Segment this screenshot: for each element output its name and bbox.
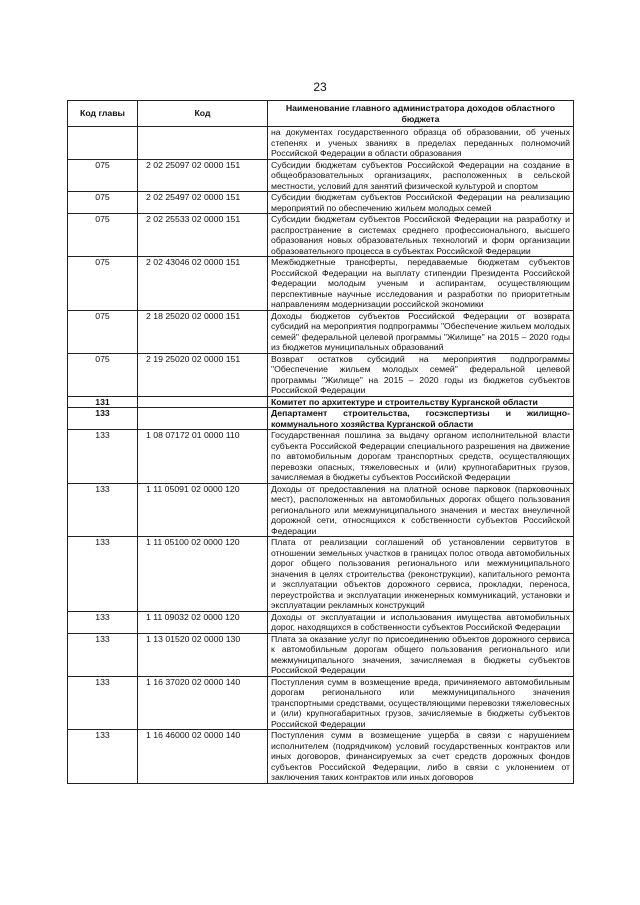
name-cell: Возврат остатков субсидий на мероприятия подпрограммы "Обеспечение жильем молодых семей" федеральной целевой программы "Жилище" на 2015 – 2020 годы из бюджетов субъектов Российской Федерации — [268, 353, 574, 396]
table-row — [68, 159, 574, 192]
code-cell: 1 16 46000 02 0000 140 — [138, 730, 268, 784]
table-row — [68, 611, 574, 633]
table-header-row — [68, 101, 574, 127]
table-row — [68, 633, 574, 676]
name-cell: Плата за оказание услуг по присоединению объектов дорожного сервиса к автомобильным дорогам общего пользования регионального или межмуниципального значения, зачисляемая в бюджеты субъектов Российской Федерации — [268, 633, 574, 676]
code-cell: 1 11 09032 02 0000 120 — [138, 611, 268, 633]
code-cell — [138, 396, 268, 408]
chapter-cell: 075 — [68, 214, 138, 257]
name-cell: Доходы от предоставления на платной основе парковок (парковочных мест), расположенных на автомобильных дорогах общего пользования регионального или межмуниципального значения и местах внеуличной дорожной сети, относящихся к собственности субъектов Российской Федерации — [268, 483, 574, 537]
code-cell: 1 08 07172 01 0000 110 — [138, 430, 268, 484]
revenue-administrators-table — [67, 100, 574, 784]
code-cell: 2 02 25497 02 0000 151 — [138, 192, 268, 214]
table-row — [68, 127, 574, 160]
chapter-cell: 075 — [68, 310, 138, 353]
code-cell: 1 11 05100 02 0000 120 — [138, 537, 268, 612]
table-row — [68, 353, 574, 396]
code-cell: 1 16 37020 02 0000 140 — [138, 676, 268, 730]
section-row — [68, 408, 574, 430]
code-cell: 2 02 25097 02 0000 151 — [138, 159, 268, 192]
name-cell: Поступления сумм в возмещение ущерба в связи с нарушением исполнителем (подрядчиком) условий государственных контрактов или иных договоров, финансируемых за счет средств дорожных фондов субъектов Российской Федерации, либо в связи с уклонением от заключения таких контрактов или иных договоров — [268, 730, 574, 784]
table-body — [68, 127, 574, 784]
chapter-cell — [68, 127, 138, 160]
name-cell: Департамент строительства, госэкспертизы и жилищно-коммунального хозяйства Курганской области — [268, 408, 574, 430]
chapter-cell: 133 — [68, 537, 138, 612]
chapter-cell: 133 — [68, 730, 138, 784]
chapter-cell: 075 — [68, 257, 138, 311]
code-cell: 1 11 05091 02 0000 120 — [138, 483, 268, 537]
chapter-cell: 133 — [68, 633, 138, 676]
page-number: 23 — [313, 80, 327, 94]
code-cell — [138, 408, 268, 430]
name-cell: Субсидии бюджетам субъектов Российской Федерации на реализацию мероприятий по обеспечению жильем молодых семей — [268, 192, 574, 214]
chapter-cell: 133 — [68, 430, 138, 484]
table-row — [68, 730, 574, 784]
code-cell: 2 02 43046 02 0000 151 — [138, 257, 268, 311]
table-row — [68, 192, 574, 214]
table-row — [68, 537, 574, 612]
table-row — [68, 483, 574, 537]
chapter-cell: 133 — [68, 483, 138, 537]
name-cell: Плата от реализации соглашений об установлении сервитутов в отношении земельных участков в границах полос отвода автомобильных дорог общего пользования регионального или межмуниципального значения в целях строительства (реконструкции), капитального ремонта и эксплуатации объектов дорожного сервиса, прокладки, переноса, переустройства и эксплуатации инженерных коммуникаций, установки и эксплуатации рекламных конструкций — [268, 537, 574, 612]
name-cell: Межбюджетные трансферты, передаваемые бюджетам субъектов Российской Федерации на выплату стипендии Президента Российской Федерации молодым ученым и аспирантам, осуществляющим перспективные научные исследования и разработки по приоритетным направлениям модернизации российской экономики — [268, 257, 574, 311]
table-row — [68, 214, 574, 257]
table-row — [68, 310, 574, 353]
code-cell: 2 02 25533 02 0000 151 — [138, 214, 268, 257]
name-cell: Государственная пошлина за выдачу органом исполнительной власти субъекта Российской Федерации специального разрешения на движение по автомобильным дорогам транспортных средств, осуществляющих перевозки опасных, тяжеловесных и (или) крупногабаритных грузов, зачисляемая в бюджеты субъектов Российской Федерации — [268, 430, 574, 484]
name-cell: Доходы бюджетов субъектов Российской Федерации от возврата субсидий на мероприятия подпрограммы "Обеспечение жильем молодых семей" федеральной целевой программы "Жилище" на 2015 – 2020 годы из бюджетов муниципальных образований — [268, 310, 574, 353]
name-cell: Поступления сумм в возмещение вреда, причиняемого автомобильным дорогам регионального или межмуниципального значения транспортными средствами, осуществляющими перевозки тяжеловесных и (или) крупногабаритных грузов, зачисляемые в бюджеты субъектов Российской Федерации — [268, 676, 574, 730]
code-cell — [138, 127, 268, 160]
code-cell: 2 19 25020 02 0000 151 — [138, 353, 268, 396]
table-row — [68, 430, 574, 484]
header-chapter-code: Код главы — [68, 101, 138, 127]
section-row — [68, 396, 574, 408]
code-cell: 2 18 25020 02 0000 151 — [138, 310, 268, 353]
table-row — [68, 676, 574, 730]
chapter-cell: 133 — [68, 611, 138, 633]
chapter-cell: 133 — [68, 676, 138, 730]
name-cell: Комитет по архитектуре и строительству Курганской области — [268, 396, 574, 408]
name-cell: Доходы от эксплуатации и использования имущества автомобильных дорог, находящихся в собственности субъектов Российской Федерации — [268, 611, 574, 633]
name-cell: на документах государственного образца об образовании, об ученых степенях и ученых званиях в пределах переданных полномочий Российской Федерации в области образования — [268, 127, 574, 160]
chapter-cell: 131 — [68, 396, 138, 408]
table-row — [68, 257, 574, 311]
name-cell: Субсидии бюджетам субъектов Российской Федерации на разработку и распространение в системах среднего профессионального, высшего образования новых образовательных технологий и форм организации образовательного процесса в субъектах Российской Федерации — [268, 214, 574, 257]
chapter-cell: 133 — [68, 408, 138, 430]
chapter-cell: 075 — [68, 353, 138, 396]
header-code: Код — [138, 101, 268, 127]
name-cell: Субсидии бюджетам субъектов Российской Федерации на создание в общеобразовательных организациях, расположенных в сельской местности, условий для занятий физической культурой и спортом — [268, 159, 574, 192]
chapter-cell: 075 — [68, 159, 138, 192]
header-name: Наименование главного администратора доходов областного бюджета — [268, 101, 574, 127]
chapter-cell: 075 — [68, 192, 138, 214]
code-cell: 1 13 01520 02 0000 130 — [138, 633, 268, 676]
